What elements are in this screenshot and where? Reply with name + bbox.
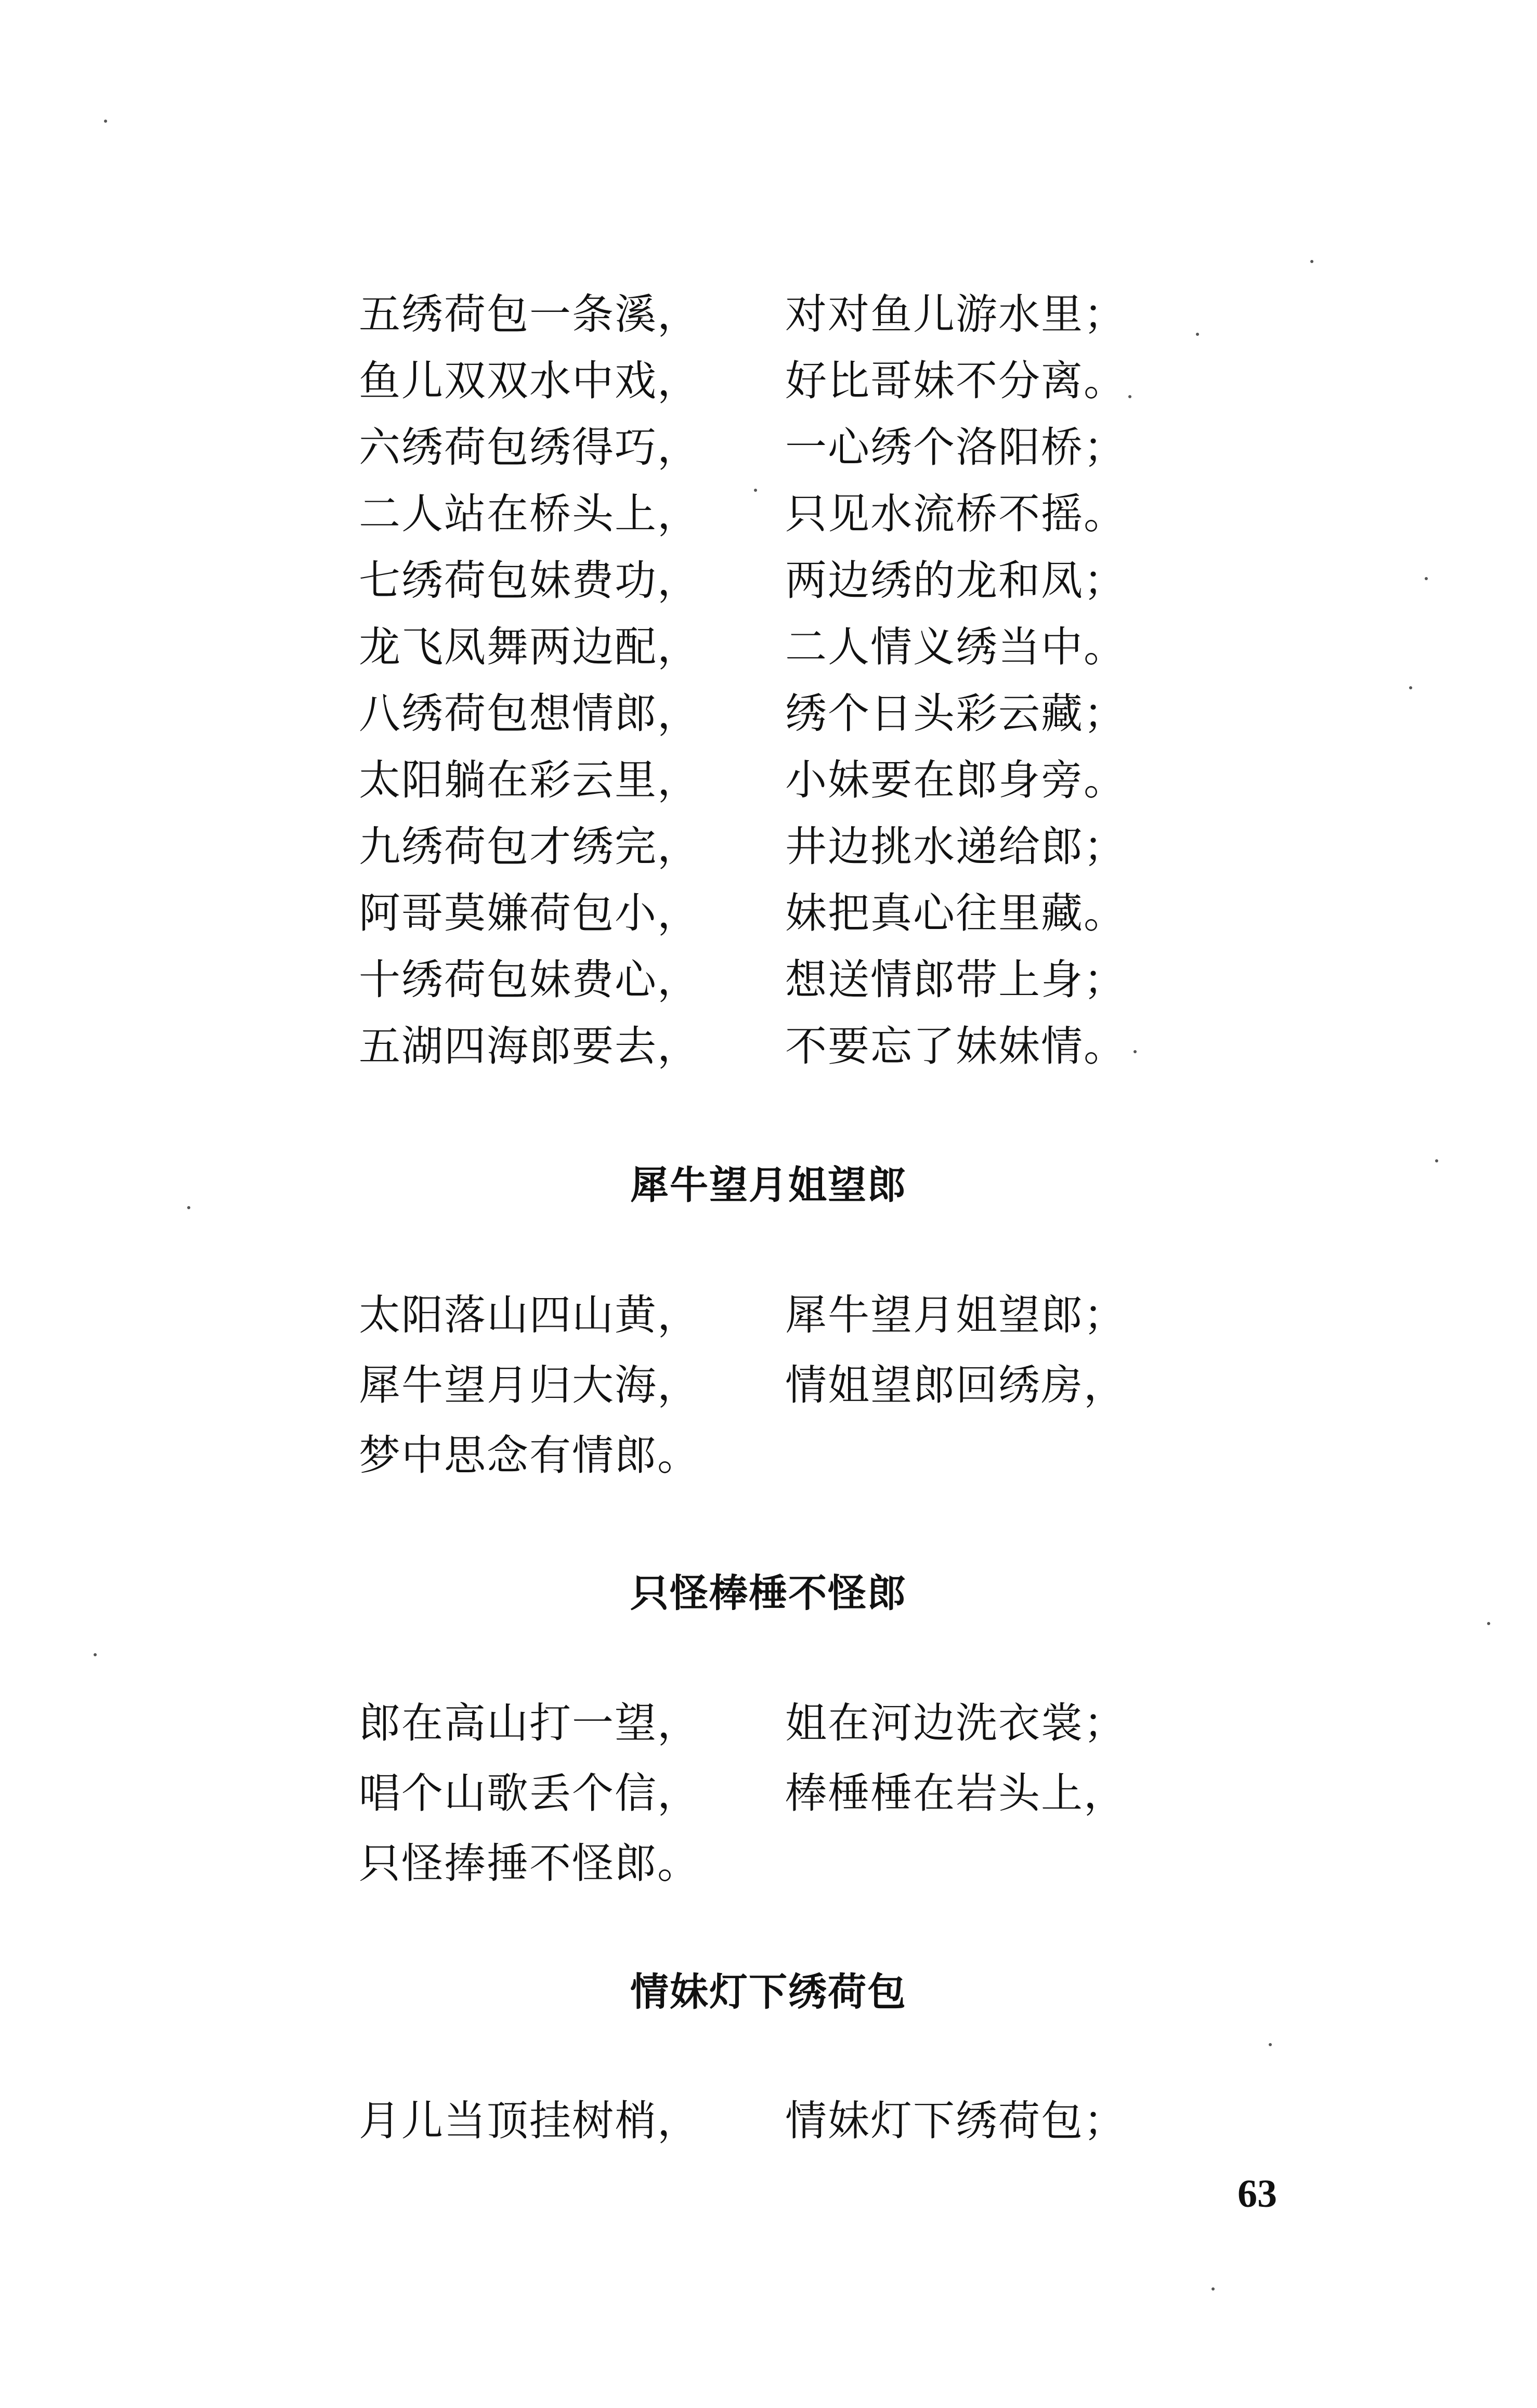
scan-speck <box>1134 1050 1137 1053</box>
poem-line-right: 好比哥妹不分离。 <box>785 357 1126 405</box>
scan-speck <box>1409 686 1412 689</box>
scan-speck <box>1128 395 1131 398</box>
poem-line-right: 想送情郎带上身； <box>785 956 1126 1004</box>
page-number: 63 <box>1238 2172 1277 2216</box>
poem-line-right: 小妹要在郎身旁。 <box>785 756 1126 804</box>
poem-line-left: 六绣荷包绣得巧， <box>359 423 700 472</box>
poem-line-right: 妹把真心往里藏。 <box>785 889 1126 937</box>
poem-line-right: 情妹灯下绣荷包； <box>785 2097 1126 2145</box>
poem-title: 犀牛望月姐望郎 <box>630 1163 907 1208</box>
scan-speck <box>1212 2287 1215 2291</box>
poem-line-right: 情姐望郎回绣房， <box>785 1361 1126 1409</box>
poem-line-left: 梦中思念有情郎。 <box>359 1431 700 1480</box>
poem-line-left: 犀牛望月归大海， <box>359 1361 700 1409</box>
poem-line-left: 五绣荷包一条溪， <box>359 290 700 338</box>
poem-line-right: 棒棰棰在岩头上， <box>785 1769 1126 1817</box>
scan-speck <box>754 489 757 492</box>
poem-line-left: 二人站在桥头上， <box>359 490 700 538</box>
poem-line-left: 九绣荷包才绣完， <box>359 822 700 871</box>
scan-speck <box>1310 260 1313 263</box>
poem-line-right: 二人情义绣当中。 <box>785 623 1126 671</box>
poem-line-left: 唱个山歌丢个信， <box>359 1769 700 1817</box>
scan-speck <box>187 1206 190 1209</box>
poem-line-left: 龙飞凤舞两边配， <box>359 623 700 671</box>
poem-line-left: 阿哥莫嫌荷包小， <box>359 889 700 937</box>
poem-line-right: 不要忘了妹妹情。 <box>785 1022 1126 1070</box>
poem-line-right: 绣个日头彩云藏； <box>785 689 1126 738</box>
poem-line-left: 八绣荷包想情郎， <box>359 689 700 738</box>
poem-line-left: 五湖四海郎要去， <box>359 1022 700 1070</box>
poem-title: 情妹灯下绣荷包 <box>630 1970 907 2014</box>
poem-line-left: 郎在高山打一望， <box>359 1699 700 1747</box>
scan-speck <box>104 120 107 123</box>
poem-line-left: 鱼儿双双水中戏， <box>359 357 700 405</box>
scan-speck <box>1425 577 1428 580</box>
poem-line-left: 只怪捧捶不怪郎。 <box>359 1839 700 1888</box>
poem-line-left: 太阳躺在彩云里， <box>359 756 700 804</box>
poem-line-left: 月儿当顶挂树梢， <box>359 2097 700 2145</box>
poem-line-left: 十绣荷包妹费心， <box>359 956 700 1004</box>
poem-line-right: 姐在河边洗衣裳； <box>785 1699 1126 1747</box>
poem-line-right: 犀牛望月姐望郎； <box>785 1291 1126 1339</box>
poem-line-left: 七绣荷包妹费功， <box>359 556 700 605</box>
scan-speck <box>1435 1159 1438 1162</box>
poem-line-right: 只见水流桥不摇。 <box>785 490 1126 538</box>
poem-title: 只怪棒棰不怪郎 <box>630 1571 907 1616</box>
poem-line-left: 太阳落山四山黄， <box>359 1291 700 1339</box>
poem-line-right: 井边挑水递给郎； <box>785 822 1126 871</box>
poem-line-right: 对对鱼儿游水里； <box>785 290 1126 338</box>
scan-speck <box>1269 2043 1272 2046</box>
scan-speck <box>94 1653 97 1656</box>
poem-line-right: 两边绣的龙和凤； <box>785 556 1126 605</box>
scan-speck <box>1196 333 1199 336</box>
scan-speck <box>1487 1622 1490 1625</box>
poem-line-right: 一心绣个洛阳桥； <box>785 423 1126 472</box>
